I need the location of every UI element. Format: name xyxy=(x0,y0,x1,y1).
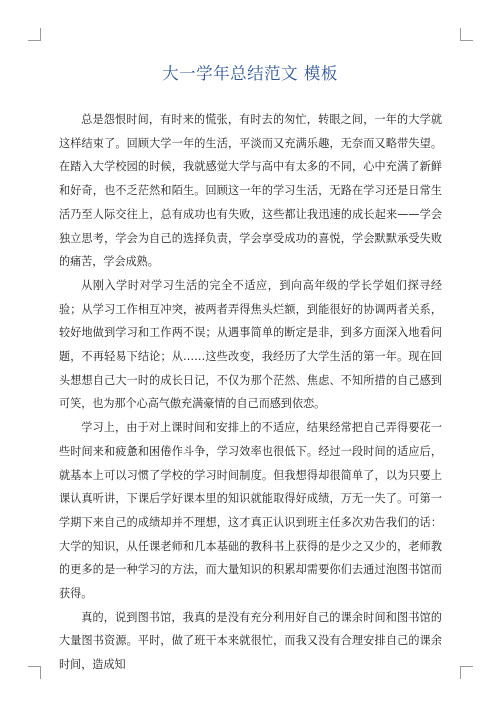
paragraph: 从刚入学时对学习生活的完全不适应，到向高年级的学长学姐们探寻经验；从学习工作相互冲突，被两者弄得焦头烂额，到能很好的协调两者关系，较好地做到学习和工作两不误；从遇事简单的断定是非，到多方面深入地看问题，不再轻易下结论；从……这些改变，我经历了大学生活的第一年。现在回头想想自己大一时的成长日记，不仅为那个茫然、焦虑、不知所措的自己感到可笑，也为那个心高气傲充满豪情的自己而感到依恋。 xyxy=(59,278,442,411)
document-body xyxy=(59,108,442,677)
paragraph: 学习上，由于对上课时间和安排上的不适应，结果经常把自己弄得要花一些时间来和疲惫和困倦作斗争，学习效率也很低下。经过一段时间的适应后，就基本上可以习惯了学校的学习时间制度。但我想得却很简单了，以为只要上课认真听讲，下课后学好课本里的知识就能取得好成绩，万无一失了。可第一学期下来自己的成绩却并不理想，这才真正认识到班主任多次劝告我们的话：大学的知识，从任课老师和几本基础的教科书上获得的是少之又少的，老师教的更多的是一种学习的方法，而大量知识的积累却需要你们去通过泡图书馆而获得。 xyxy=(59,421,442,601)
crop-mark-top-left xyxy=(28,28,41,41)
crop-mark-top-right xyxy=(460,28,473,41)
paragraph: 总是怨恨时间，有时来的慌张，有时去的匆忙，转眼之间，一年的大学就这样结束了。回顾大学一年的生活，平淡而又充满乐趣，无奈而又略带失望。在踏入大学校园的时候，我就感觉大学与高中有太多的不同，心中充满了新鲜和好奇，也不乏茫然和陌生。回顾这一年的学习生活，无路在学习还是日常生活乃至人际交往上，总有成功也有失败，这些都让我迅速的成长起来——学会独立思考，学会为自己的选择负责，学会享受成功的喜悦，学会默默承受失败的痛苦，学会成熟。 xyxy=(59,113,442,269)
crop-mark-bottom-right xyxy=(460,666,473,679)
paragraph: 真的，说到图书馆，我真的是没有充分利用好自己的课余时间和图书馆的大量图书资源。平时，做了班干本来就很忙，而我又没有合理安排自己的课余时间，造成知 xyxy=(59,610,442,672)
crop-mark-bottom-left xyxy=(28,666,41,679)
document-title: 大一学年总结范文 模板 xyxy=(162,64,338,83)
